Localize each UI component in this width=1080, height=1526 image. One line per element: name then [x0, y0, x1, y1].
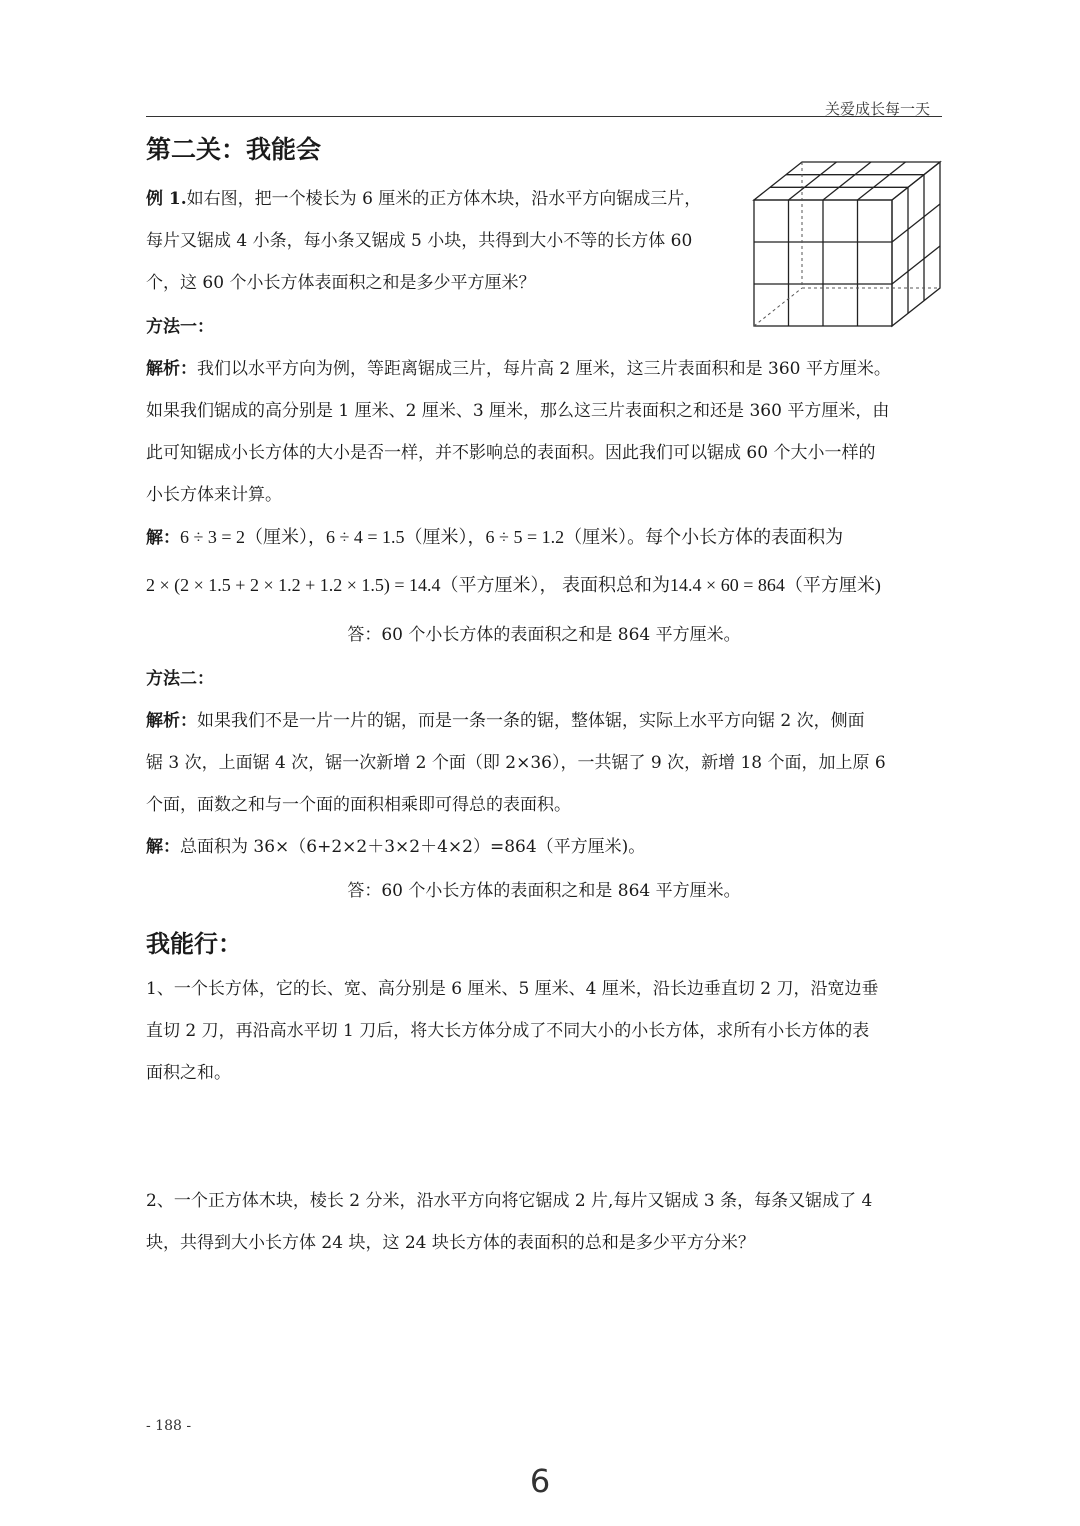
- example-line-1: [146, 188, 701, 210]
- method2-answer: 答：60 个小长方体的表面积之和是 864 平方厘米。: [347, 881, 741, 901]
- practice-q2-line-2: 块，共得到大小长方体 24 块，这 24 块长方体的表面积的总和是多少平方分米？: [146, 1233, 755, 1253]
- method1-heading: 方法一：: [146, 317, 214, 337]
- method2-analysis-label: 解析：: [146, 711, 197, 731]
- cube-figure: [752, 160, 944, 330]
- method1-analysis-label: 解析：: [146, 359, 197, 379]
- method2-analysis-1: [146, 710, 865, 732]
- practice-q1-line-1: 1、一个长方体，它的长、宽、高分别是 6 厘米、5 厘米、4 厘米，沿长边垂直切 2 刀，沿宽边垂: [146, 979, 879, 999]
- practice-q2-line-1: 2、一个正方体木块，棱长 2 分米，沿水平方向将它锯成 2 片,每片又锯成 3 条，每条又锯成了 4: [146, 1191, 873, 1211]
- method2-heading: 方法二：: [146, 669, 214, 689]
- example-label: 例 1.: [146, 189, 187, 209]
- method1-solution-text-1: 6 ÷ 3 = 2（厘米），6 ÷ 4 = 1.5（厘米），6 ÷ 5 = 1.2（厘米）。每个小长方体的表面积为: [180, 527, 844, 547]
- method1-analysis-1: [146, 358, 891, 380]
- method2-solution-text: 总面积为 36×（6+2×2＋3×2＋4×2）=864（平方厘米)。: [180, 837, 646, 857]
- header-rule: [146, 116, 942, 117]
- method1-solution-2: 2 × (2 × 1.5 + 2 × 1.2 + 1.2 × 1.5) = 14.4（平方厘米）， 表面积总和为14.4 × 60 = 864（平方厘米): [146, 575, 881, 595]
- method2-solution-label: 解：: [146, 837, 180, 857]
- page-title: 第二关：我能会: [146, 135, 322, 164]
- example-line-2: 每片又锯成 4 小条，每小条又锯成 5 小块，共得到大小不等的长方体 60: [146, 231, 693, 251]
- method2-analysis-2: 锯 3 次，上面锯 4 次，锯一次新增 2 个面（即 2×36），一共锯了 9 次，新增 18 个面，加上原 6: [146, 753, 886, 773]
- method2-analysis-text-1: 如果我们不是一片一片的锯，而是一条一条的锯，整体锯，实际上水平方向锯 2 次，侧面: [197, 711, 865, 731]
- method2-analysis-3: 个面，面数之和与一个面的面积相乘即可得总的表面积。: [146, 795, 571, 815]
- method2-solution: [146, 836, 645, 858]
- practice-heading: 我能行：: [146, 929, 242, 958]
- example-text-1: 如右图，把一个棱长为 6 厘米的正方体木块，沿水平方向锯成三片，: [186, 189, 702, 209]
- method1-solution-1: [146, 526, 843, 549]
- method1-solution-label: 解：: [146, 528, 180, 548]
- practice-q1-line-3: 面积之和。: [146, 1063, 231, 1083]
- header-text: 关爱成长每一天: [824, 100, 930, 118]
- method1-answer: 答：60 个小长方体的表面积之和是 864 平方厘米。: [347, 625, 741, 645]
- method1-analysis-2: 如果我们锯成的高分别是 1 厘米、2 厘米、3 厘米，那么这三片表面积之和还是 360 平方厘米，由: [146, 401, 890, 421]
- big-page-number: 6: [529, 1462, 551, 1500]
- method1-analysis-text-1: 我们以水平方向为例，等距离锯成三片，每片高 2 厘米，这三片表面积和是 360 平方厘米。: [197, 359, 891, 379]
- practice-q1-line-2: 直切 2 刀，再沿高水平切 1 刀后，将大长方体分成了不同大小的小长方体，求所有小长方体的表: [146, 1021, 870, 1041]
- example-line-3: 个，这 60 个小长方体表面积之和是多少平方厘米？: [146, 273, 536, 293]
- method1-analysis-3: 此可知锯成小长方体的大小是否一样，并不影响总的表面积。因此我们可以锯成 60 个大小一样的: [146, 443, 876, 463]
- page-number: - 188 -: [146, 1418, 192, 1434]
- method1-analysis-4: 小长方体来计算。: [146, 485, 282, 505]
